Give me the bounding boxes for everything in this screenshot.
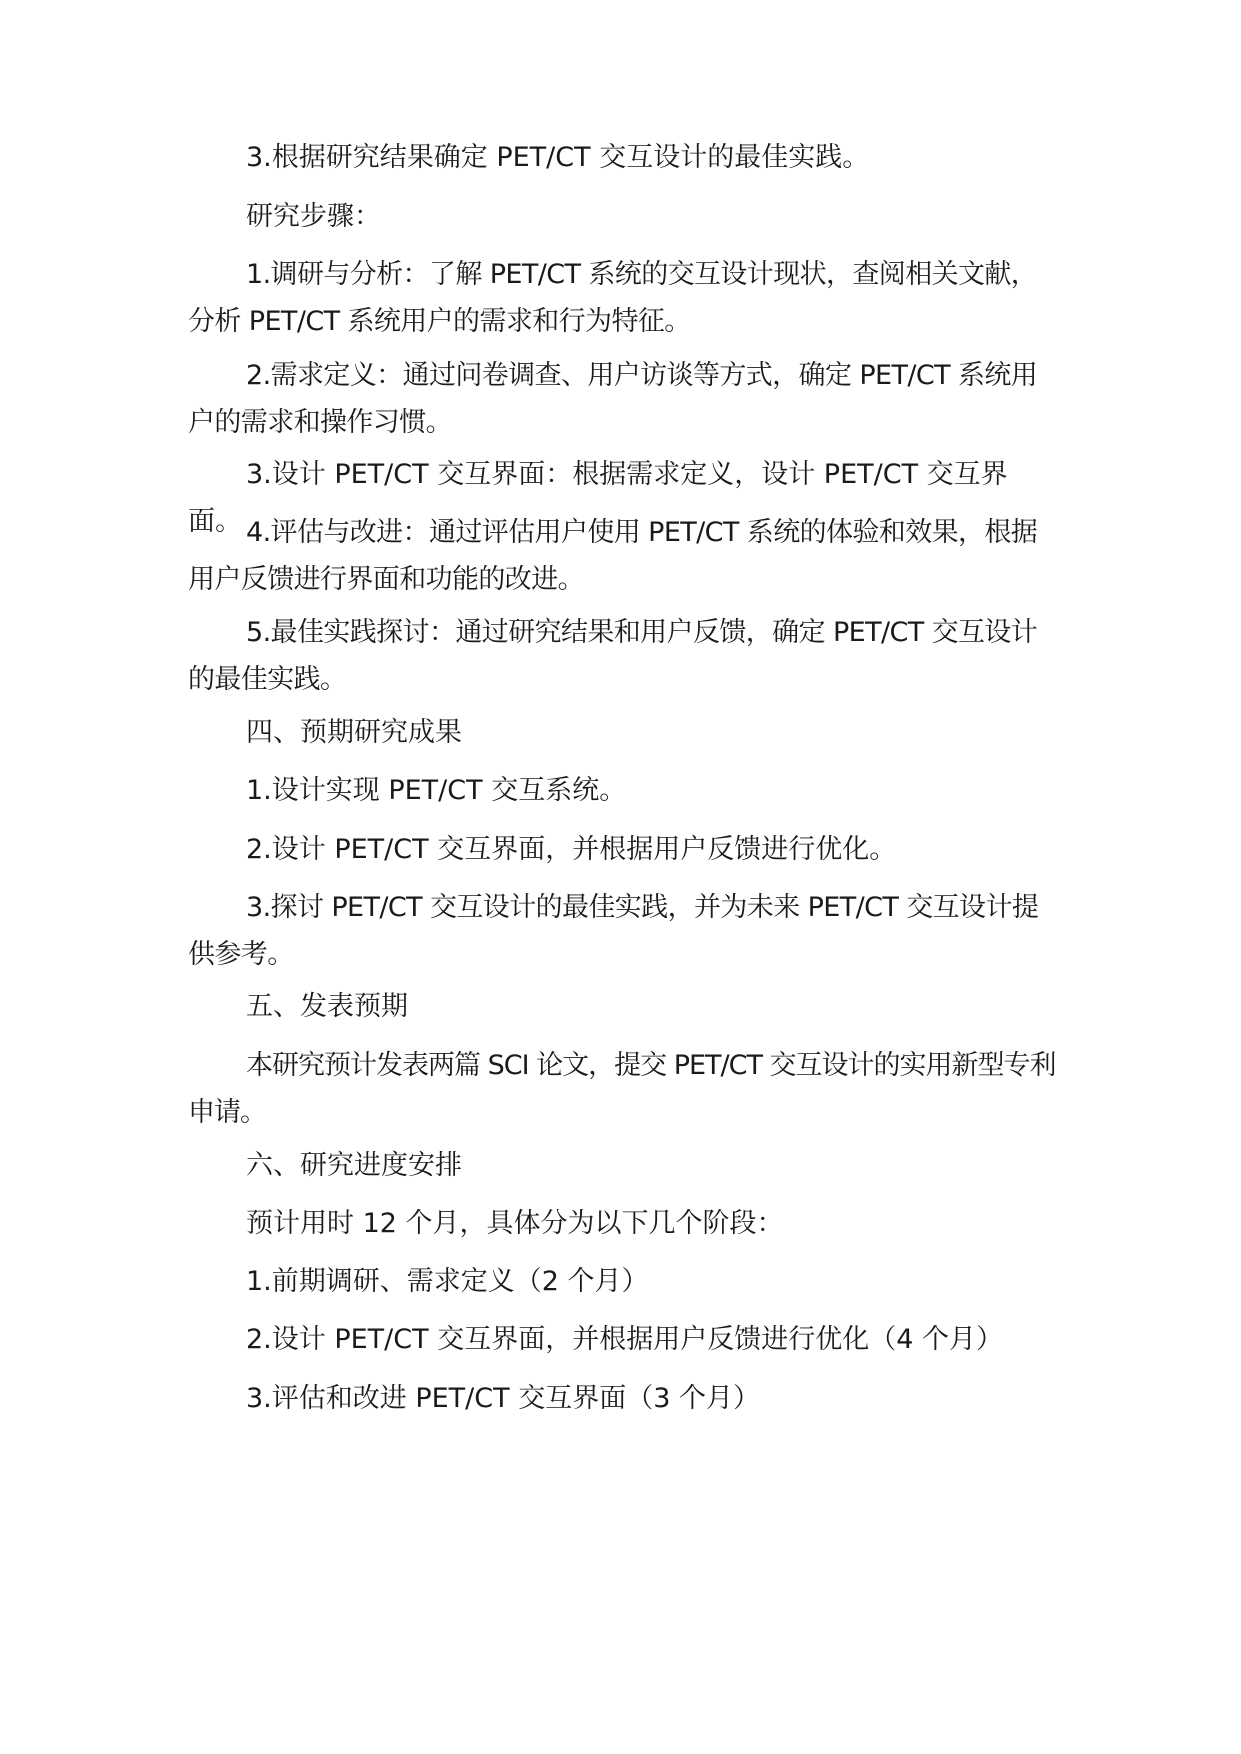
paragraph: 本研究预计发表两篇 SCI 论文，提交 PET/CT 交互设计的实用新型专利申请。	[188, 1050, 1056, 1128]
paragraph: 4.评估与改进：通过评估用户使用 PET/CT 系统的体验和效果，根据用户反馈进行界面和功能的改进。	[188, 517, 1038, 595]
paragraph: 2.需求定义：通过问卷调查、用户访谈等方式，确定 PET/CT 系统用户的需求和操作习惯。	[188, 360, 1038, 438]
paragraph: 3.设计 PET/CT 交互界面：根据需求定义，设计 PET/CT 交互界面。	[188, 459, 1008, 537]
paragraph: 1.设计实现 PET/CT 交互系统。	[246, 775, 627, 806]
paragraph: 3.根据研究结果确定 PET/CT 交互设计的最佳实践。	[246, 142, 870, 173]
paragraph: 5.最佳实践探讨：通过研究结果和用户反馈，确定 PET/CT 交互设计的最佳实践。	[188, 617, 1038, 695]
paragraph: 3.评估和改进 PET/CT 交互界面（3 个月）	[246, 1383, 760, 1414]
section-heading: 六、研究进度安排	[246, 1150, 462, 1181]
paragraph: 预计用时 12 个月，具体分为以下几个阶段：	[246, 1208, 784, 1239]
section-heading: 四、预期研究成果	[246, 717, 462, 748]
section-heading: 五、发表预期	[246, 991, 408, 1022]
paragraph: 2.设计 PET/CT 交互界面，并根据用户反馈进行优化（4 个月）	[246, 1324, 1003, 1355]
paragraph: 研究步骤：	[246, 201, 381, 232]
paragraph: 3.探讨 PET/CT 交互设计的最佳实践，并为未来 PET/CT 交互设计提供参考。	[188, 892, 1039, 970]
paragraph: 1.前期调研、需求定义（2 个月）	[246, 1266, 649, 1297]
paragraph: 1.调研与分析：了解 PET/CT 系统的交互设计现状，查阅相关文献，分析 PET/CT 系统用户的需求和行为特征。	[188, 259, 1038, 337]
paragraph: 2.设计 PET/CT 交互界面，并根据用户反馈进行优化。	[246, 834, 897, 865]
